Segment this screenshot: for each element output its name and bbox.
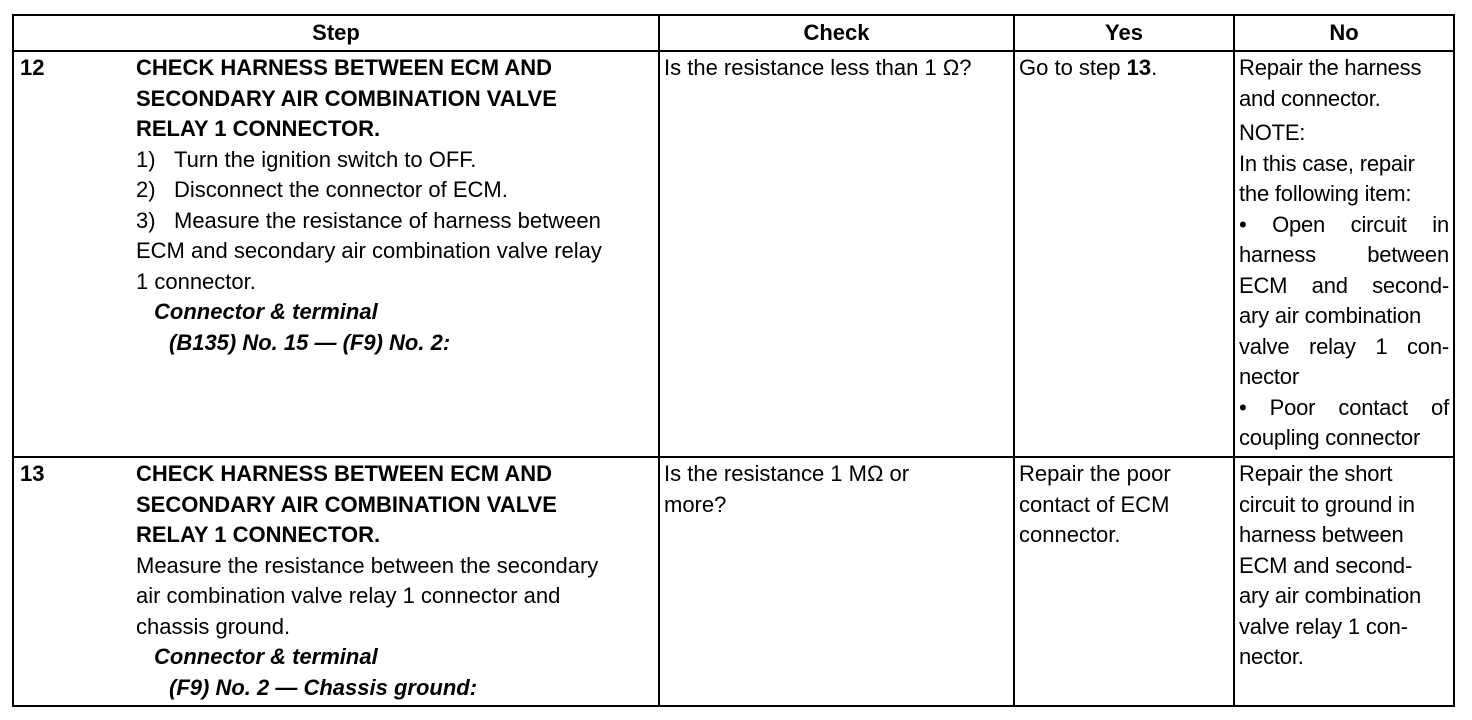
no-action-line: Repair the short xyxy=(1239,461,1393,486)
step-title-line: CHECK HARNESS BETWEEN ECM AND xyxy=(136,55,552,80)
no-action-line: ECM and second- xyxy=(1239,552,1413,578)
procedure-item: 3) Measure the resistance of harness between xyxy=(136,207,601,233)
step-title-line: RELAY 1 CONNECTOR. xyxy=(136,522,381,547)
note-line: ary air combination xyxy=(1239,303,1422,328)
note-line: • Poor contact of xyxy=(1239,394,1449,420)
note-line: In this case, repair xyxy=(1239,150,1415,176)
yes-action-line: contact of ECM xyxy=(1019,491,1170,517)
header-step: Step xyxy=(13,15,659,51)
step-reference: 13 xyxy=(1126,55,1152,80)
connector-terminal-label: Connector & terminal xyxy=(154,299,378,324)
yes-cell xyxy=(1014,457,1234,706)
connector-terminal-value: (F9) No. 2 — Chassis ground: xyxy=(169,674,478,700)
connector-terminal-label: Connector & terminal xyxy=(154,644,378,669)
procedure-item: 1) Turn the ignition switch to OFF. xyxy=(136,146,477,172)
note-label: NOTE: xyxy=(1239,120,1306,145)
note-line: the following item: xyxy=(1239,181,1412,206)
check-question: more? xyxy=(664,491,727,517)
header-no: No xyxy=(1234,15,1454,51)
header-row xyxy=(13,15,1454,51)
step-number: 13 xyxy=(13,457,136,706)
check-cell xyxy=(659,457,1014,706)
no-action-line: ary air combination xyxy=(1239,583,1422,608)
step-number: 12 xyxy=(13,51,136,457)
step-body-line: chassis ground. xyxy=(136,613,291,639)
step-body-line: Measure the resistance between the secondary xyxy=(136,552,599,578)
yes-action-line: connector. xyxy=(1019,522,1121,547)
check-question: Is the resistance 1 MΩ or xyxy=(664,461,910,486)
yes-action-line: Repair the poor xyxy=(1019,461,1171,486)
yes-cell xyxy=(1014,51,1234,457)
step-row-13 xyxy=(13,457,1454,706)
connector-terminal-value: (B135) No. 15 — (F9) No. 2: xyxy=(169,329,451,355)
no-action-line: and connector. xyxy=(1239,85,1381,111)
no-cell xyxy=(1234,51,1454,457)
header-check: Check xyxy=(659,15,1014,51)
step-title-line: CHECK HARNESS BETWEEN ECM AND xyxy=(136,461,552,486)
step-description xyxy=(136,51,659,457)
check-cell xyxy=(659,51,1014,457)
procedure-continuation: ECM and secondary air combination valve relay xyxy=(136,238,602,263)
no-action-line: valve relay 1 con- xyxy=(1239,613,1408,639)
yes-action: Go to step 13. xyxy=(1019,55,1158,80)
note-line: nector xyxy=(1239,364,1299,389)
note-line: harness between xyxy=(1239,242,1449,267)
diagnostic-table xyxy=(12,14,1455,707)
note-line: ECM and second- xyxy=(1239,272,1449,298)
step-description xyxy=(136,457,659,706)
no-cell xyxy=(1234,457,1454,706)
procedure-item: 2) Disconnect the connector of ECM. xyxy=(136,177,508,202)
header-yes: Yes xyxy=(1014,15,1234,51)
step-title-line: RELAY 1 CONNECTOR. xyxy=(136,116,381,141)
no-action-line: nector. xyxy=(1239,644,1304,669)
step-title-line: SECONDARY AIR COMBINATION VALVE xyxy=(136,491,557,517)
note-line: coupling connector xyxy=(1239,425,1421,450)
step-body-line: air combination valve relay 1 connector and xyxy=(136,583,561,608)
step-title-line: SECONDARY AIR COMBINATION VALVE xyxy=(136,85,557,111)
step-row-12 xyxy=(13,51,1454,457)
procedure-continuation: 1 connector. xyxy=(136,268,256,294)
no-action-line: circuit to ground in xyxy=(1239,491,1415,517)
no-action-line: Repair the harness xyxy=(1239,55,1422,80)
note-line: valve relay 1 con- xyxy=(1239,333,1449,359)
no-action-line: harness between xyxy=(1239,522,1404,547)
note-line: • Open circuit in xyxy=(1239,211,1449,237)
check-question: Is the resistance less than 1 Ω? xyxy=(664,55,972,80)
